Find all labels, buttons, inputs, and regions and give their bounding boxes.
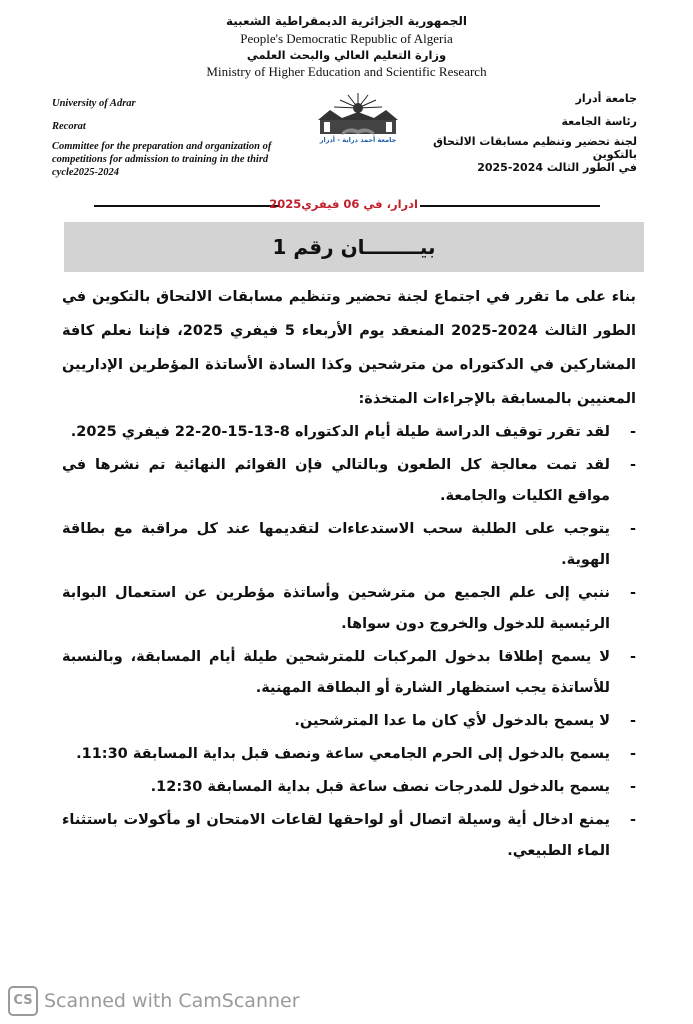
committee-ar bbox=[397, 135, 637, 174]
list-item-text: لا يسمح بالدخول لأي كان ما عدا المترشحين. bbox=[294, 713, 610, 729]
list-item bbox=[62, 642, 636, 704]
list-item-text: يسمح بالدخول إلى الحرم الجامعي ساعة ونصف قبل بداية المسابقة 11:30. bbox=[76, 746, 610, 762]
list-item-text: لا يسمح إطلاقا بدخول المركبات للمترشحين طيلة أيام المسابقة، وبالنسبة للأساتذة يجب استظهار الشارة أو البطاقة المهنية. bbox=[62, 649, 610, 696]
bullet-dash: - bbox=[629, 713, 636, 729]
bullet-dash: - bbox=[629, 424, 636, 440]
list-item bbox=[62, 578, 636, 640]
list-item bbox=[62, 514, 636, 576]
camscanner-icon: CS bbox=[8, 986, 38, 1016]
header-arabic-ministry: وزارة التعليم العالي والبحث العلمي bbox=[246, 48, 447, 62]
university-name-ar: جامعة أدرار bbox=[575, 92, 637, 105]
measures-list bbox=[62, 417, 636, 869]
list-item bbox=[62, 805, 636, 867]
date-rule-right bbox=[420, 205, 600, 207]
list-item-text: لقد تقرر توقيف الدراسة طيلة أيام الدكتوراه 8-13-15-20-22 فيفري 2025. bbox=[70, 424, 610, 440]
list-item-text: ننبي إلى علم الجميع من مترشحين وأساتذة مؤطرين عن استعمال البوابة الرئيسية للدخول والخروج دون سواها. bbox=[62, 585, 610, 632]
bullet-dash: - bbox=[629, 521, 636, 537]
university-name-en: University of Adrar bbox=[52, 98, 136, 109]
committee-ar-line1: لجنة تحضير وتنظيم مسابقات الالتحاق بالتكوين bbox=[433, 135, 637, 161]
bullet-dash: - bbox=[629, 649, 636, 665]
committee-ar-line2: في الطور الثالث 2024-2025 bbox=[477, 161, 637, 174]
date-rule-left bbox=[94, 205, 280, 207]
intro-paragraph: بناء على ما تقرر في اجتماع لجنة تحضير وتنظيم مسابقات الالتحاق بالتكوين في الطور الثالث 2024-2025 المنعقد يوم الأربعاء 5 فيفري 2025، فإننا نعلم كافة المشاركين في الدكتوراه من مترشحين وكذا السادة الأساتذة المؤطرين الإداريين المعنيين بالمسابقة بالإجراءات المتخذة: bbox=[62, 289, 636, 407]
header-english-republic: People's Democratic Republic of Algeria bbox=[240, 31, 453, 46]
statement-title: بيــــــــان رقم 1 bbox=[272, 235, 436, 259]
list-item-text: يتوجب على الطلبة سحب الاستدعاءات لتقديمها عند كل مراقبة مع بطاقة الهوية. bbox=[62, 521, 610, 568]
list-item-text: يسمح بالدخول للمدرجات نصف ساعة قبل بداية المسابقة 12:30. bbox=[150, 779, 610, 795]
university-logo-icon bbox=[312, 90, 404, 150]
camscanner-text: Scanned with CamScanner bbox=[44, 990, 300, 1012]
list-item bbox=[62, 706, 636, 737]
bullet-dash: - bbox=[629, 746, 636, 762]
list-item-text: يمنع ادخال أية وسيلة اتصال أو لواحقها لقاعات الامتحان او مأكولات باستثناء الماء الطبيعي. bbox=[62, 812, 610, 859]
camscanner-watermark bbox=[8, 986, 300, 1016]
logo-text: جامعة أحمد دراية - أدرار bbox=[319, 136, 397, 144]
committee-en: Committee for the preparation and organization of competitions for admission to training in the third cycle2025-2024 bbox=[52, 141, 272, 178]
bullet-dash: - bbox=[629, 812, 636, 828]
bullet-dash: - bbox=[629, 585, 636, 601]
bullet-dash: - bbox=[629, 457, 636, 473]
list-item bbox=[62, 450, 636, 512]
list-item bbox=[62, 739, 636, 770]
rectorate-en: Recorat bbox=[52, 121, 86, 132]
list-item bbox=[62, 417, 636, 448]
date-line: ادرار، في 06 فيفري2025 bbox=[269, 197, 418, 211]
bullet-dash: - bbox=[629, 779, 636, 795]
list-item bbox=[62, 772, 636, 803]
header-english-ministry: Ministry of Higher Education and Scientific Research bbox=[206, 64, 487, 79]
rectorate-ar: رئاسة الجامعة bbox=[561, 115, 637, 128]
header-arabic-republic: الجمهورية الجزائرية الديمقراطية الشعبية bbox=[225, 14, 468, 28]
list-item-text: لقد تمت معالجة كل الطعون وبالتالي فإن القوائم النهائية تم نشرها في مواقع الكليات والجامعة. bbox=[62, 457, 610, 504]
title-box bbox=[64, 222, 644, 272]
